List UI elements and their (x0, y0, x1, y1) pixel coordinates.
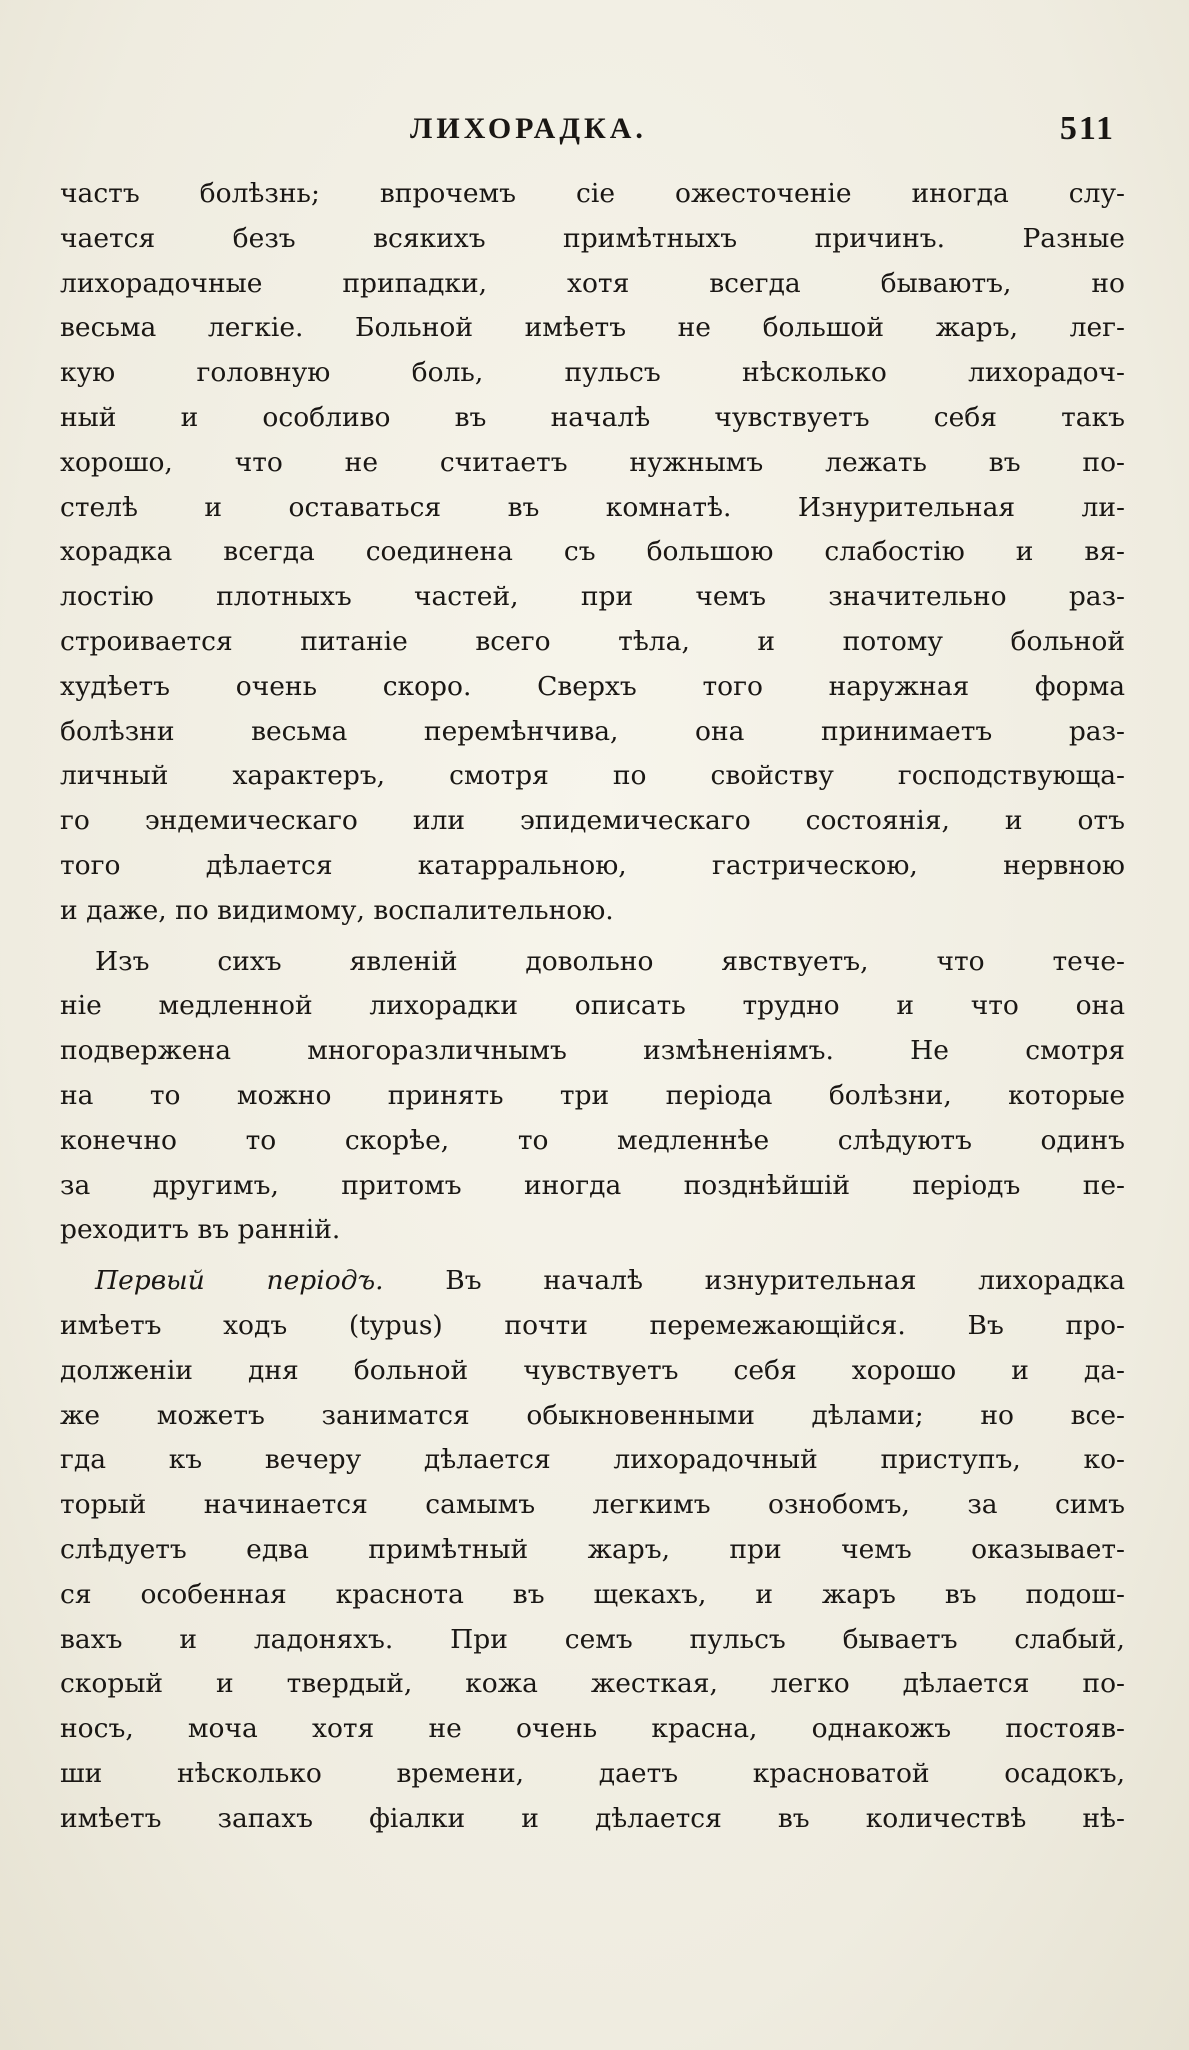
text-line: лостію плотныхъ частей, при чемъ значительно раз- (60, 581, 1125, 613)
text-line (60, 1259, 1125, 1304)
text-line: стелѣ и оставаться въ комнатѣ. Изнурительная ли- (60, 491, 1125, 523)
text-line: личный характеръ, смотря по свойству господствующа- (60, 760, 1125, 792)
text-line: торый начинается самымъ легкимъ ознобомъ, за симъ (60, 1489, 1125, 1521)
text-line: слѣдуетъ едва примѣтный жаръ, при чемъ оказывает- (60, 1533, 1125, 1565)
paragraph (60, 1259, 1125, 1841)
text-line: ный и особливо въ началѣ чувствуетъ себя такъ (60, 401, 1125, 433)
text-line: вахъ и ладоняхъ. При семъ пульсъ бываетъ слабый, (60, 1623, 1125, 1655)
text-line: и даже, по видимому, воспалительною. (60, 894, 614, 926)
text-line: строивается питаніе всего тѣла, и потому больной (60, 625, 1125, 657)
text-line: болѣзни весьма перемѣнчива, она принимаетъ раз- (60, 715, 1125, 747)
text-line: конечно то скорѣе, то медленнѣе слѣдуютъ одинъ (60, 1124, 1125, 1156)
text-line: лихорадочные припадки, хотя всегда бываютъ, но (60, 267, 1125, 299)
page-number: 511 (1059, 110, 1115, 147)
section-lead-rest: Въ началѣ изнурительная лихорадка (383, 1265, 1125, 1297)
running-title: ЛИХОРАДКА. (410, 112, 647, 145)
text-line: имѣетъ ходъ (typus) почти перемежающійся. Въ про- (60, 1309, 1125, 1341)
paragraph (60, 940, 1125, 1254)
text-line: Изъ сихъ явленій довольно явствуетъ, что тече- (95, 945, 1125, 977)
text-line: хорадка всегда соединена съ большою слабостію и вя- (60, 536, 1125, 568)
text-line: подвержена многоразличнымъ измѣненіямъ. Не смотря (60, 1035, 1125, 1067)
text-line: скорый и твердый, кожа жесткая, легко дѣлается по- (60, 1668, 1125, 1700)
section-lead: Первый періодъ. (95, 1265, 384, 1297)
text-line: за другимъ, притомъ иногда позднѣйшій періодъ пе- (60, 1169, 1125, 1201)
body-text (60, 172, 1125, 1841)
text-line: ши нѣсколько времени, даетъ красноватой осадокъ, (60, 1757, 1125, 1789)
text-line: имѣетъ запахъ фіалки и дѣлается въ количествѣ нѣ- (60, 1802, 1125, 1834)
text-line: го эндемическаго или эпидемическаго состоянія, и отъ (60, 805, 1125, 837)
text-line: кую головную боль, пульсъ нѣсколько лихорадоч- (60, 357, 1125, 389)
text-line: хорошо, что не считаетъ нужнымъ лежать въ по- (60, 446, 1125, 478)
text-line: реходитъ въ ранній. (60, 1214, 341, 1246)
text-line: худѣетъ очень скоро. Сверхъ того наружная форма (60, 670, 1125, 702)
text-line: того дѣлается катарральною, гастрическою, нервною (60, 849, 1125, 881)
text-line: на то можно принять три періода болѣзни, которые (60, 1079, 1125, 1111)
text-line: чается безъ всякихъ примѣтныхъ причинъ. Разные (60, 222, 1125, 254)
text-line: ся особенная краснота въ щекахъ, и жаръ въ подош- (60, 1578, 1125, 1610)
text-line: частъ болѣзнь; впрочемъ сіе ожесточеніе иногда слу- (60, 178, 1125, 209)
text-line: же можетъ заниматся обыкновенными дѣлами; но все- (60, 1399, 1125, 1431)
text-line: долженіи дня больной чувствуетъ себя хорошо и да- (60, 1354, 1125, 1386)
page-header (60, 112, 1125, 162)
paragraph (60, 172, 1125, 934)
text-line: весьма легкіе. Больной имѣетъ не большой жаръ, лег- (60, 312, 1125, 344)
text-line: гда къ вечеру дѣлается лихорадочный приступъ, ко- (60, 1444, 1125, 1476)
text-line: ніе медленной лихорадки описать трудно и что она (60, 990, 1125, 1022)
text-line: носъ, моча хотя не очень красна, однакожъ постояв- (60, 1713, 1125, 1745)
